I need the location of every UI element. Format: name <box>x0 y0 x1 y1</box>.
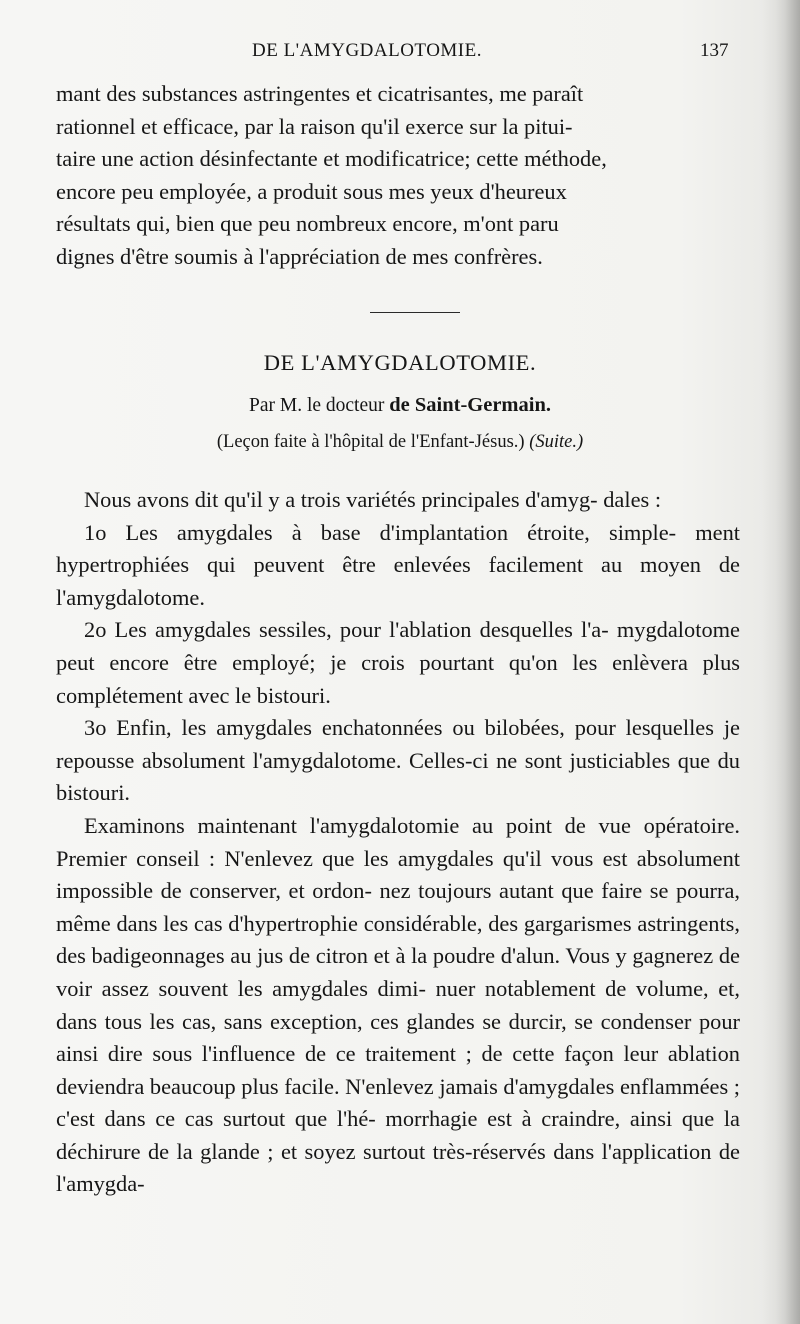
page-header <box>0 36 800 66</box>
text-line: encore peu employée, a produit sous mes yeux d'heureux <box>56 178 567 204</box>
text-line: dignes d'être soumis à l'appréciation de mes confrères. <box>56 243 543 269</box>
lecture-note <box>0 432 800 453</box>
paragraph: 3o Enfin, les amygdales enchatonnées ou bilobées, pour lesquelles je repousse absolument l'amygdalotome. Celles-ci ne sont justiciables que du bistouri. <box>56 715 740 806</box>
paragraph: 2o Les amygdales sessiles, pour l'ablation desquelles l'a- mygdalotome peut encore être employé; je crois pourtant qu'on les enlèvera plus complétement avec le bistouri. <box>56 617 740 708</box>
text-line: rationnel et efficace, par la raison qu'il exerce sur la pitui- <box>56 113 573 139</box>
page-number: 137 <box>700 40 729 61</box>
text-line: taire une action désinfectante et modificatrice; cette méthode, <box>56 146 607 172</box>
article-body <box>56 484 740 1201</box>
paragraph: 1o Les amygdales à base d'implantation étroite, simple- ment hypertrophiées qui peuvent être enlevées facilement au moyen de l'amygdalotome. <box>56 519 740 610</box>
page-edge-shadow <box>762 0 800 1324</box>
text-line: résultats qui, bien que peu nombreux encore, m'ont paru <box>56 211 559 237</box>
running-head: DE L'AMYGDALOTOMIE. <box>252 40 482 61</box>
paragraph: Examinons maintenant l'amygdalotomie au point de vue opératoire. Premier conseil : N'enlevez que les amygdales qu'il vous est absolument impossible de conserver, et ordon- nez toujours autant que faire se pourra, même dans les cas d'hypertrophie considérable, des gargarismes astringents, des badigeonnages au jus de citron et à la poudre d'alun. Vous y gagnerez de voir assez souvent les amygdales dimi- nuer notablement de volume, et, dans tous les cas, sans exception, ces glandes se durcir, se condenser pour ainsi dire sous l'influence de ce traitement ; de cette façon leur ablation deviendra beaucoup plus facile. N'enlevez jamais d'amygdales enflammées ; c'est dans ce cas surtout que l'hé- morrhagie est à craindre, ainsi que la déchirure de la glande ; et soyez surtout très-réservés dans l'application de l'amygda- <box>56 812 740 1197</box>
continuation-note: (Suite.) <box>529 432 584 452</box>
byline-author: de Saint-Germain. <box>389 394 551 416</box>
previous-article-ending <box>56 78 740 274</box>
article-title: DE L'AMYGDALOTOMIE. <box>263 350 537 375</box>
byline-prefix: Par M. le docteur <box>249 395 385 416</box>
paragraph: Nous avons dit qu'il y a trois variétés principales d'amyg- dales : <box>84 487 662 512</box>
section-divider <box>370 312 460 313</box>
lecture-source: (Leçon faite à l'hôpital de l'Enfant-Jésus.) <box>216 432 525 452</box>
text-line: mant des substances astringentes et cicatrisantes, me paraît <box>56 81 584 106</box>
byline <box>0 394 800 417</box>
